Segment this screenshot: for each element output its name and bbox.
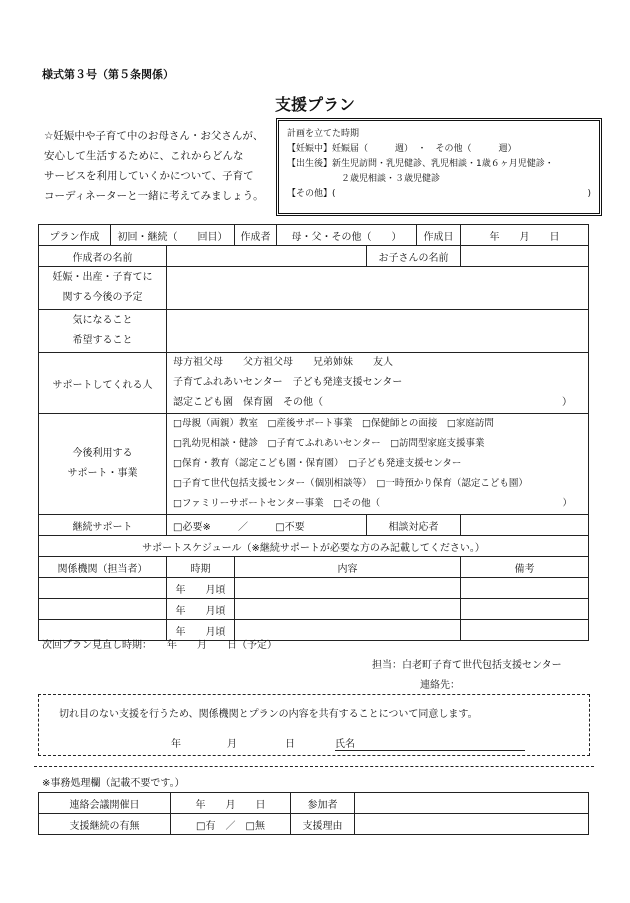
supporters-line: 子育てふれあいセンター 子ども発達支援センター (173, 377, 403, 388)
services-line: □母親（両親）教室 □産後サポート事業 □保健師との面接 □家庭訪問 (173, 418, 494, 429)
office-note: ※事務処理欄（記載不要です。） (42, 778, 185, 789)
counselor-label: 相談対応者 (367, 515, 461, 536)
continued-support-options[interactable] (167, 515, 367, 536)
future-plan-field[interactable] (167, 267, 589, 310)
plan-box-after-birth: 【出生後】新生児訪問・乳児健診、乳児相談・1歳６ヶ月児健診・ (287, 159, 554, 169)
notes-cell[interactable] (461, 578, 589, 599)
plan-box-other (287, 187, 591, 202)
plan-timing-box (276, 118, 602, 216)
next-review-date: 次回プラン見直し時期： 年 月 日（予定） (42, 640, 277, 651)
future-plan-label-1: 妊娠・出産・子育てに (52, 272, 153, 283)
plan-box-after-birth-cont: ２歳児相談・３歳児健診 (341, 174, 441, 184)
intro-line: コーディネーターと一緒に考えてみましょう。 (44, 190, 264, 202)
notes-cell[interactable] (461, 599, 589, 620)
plan-box-other-label: 【その他】( (287, 189, 336, 199)
intro-line: ☆妊娠中や子育て中のお母さん・お父さんが、 (44, 130, 264, 142)
future-plan-label (39, 267, 167, 310)
page-title: 支援プラン (274, 95, 355, 114)
schedule-header: サポートスケジュール（※継続サポートが必要な方のみ記載してください。） (39, 536, 589, 557)
supporters-other-end: ） (562, 397, 572, 408)
author-name-field[interactable] (167, 246, 367, 267)
child-name-field[interactable] (461, 246, 589, 267)
services-line (173, 494, 584, 514)
time-cell[interactable]: 年 月頃 (167, 599, 235, 620)
intro-text (44, 126, 276, 206)
concerns-field[interactable] (167, 310, 589, 353)
supporters-options[interactable] (167, 353, 589, 414)
date-label: 作成日 (417, 225, 461, 246)
concerns-label-2: 希望すること (72, 335, 133, 346)
schedule-col-content: 内容 (235, 557, 461, 578)
date-field[interactable]: 年 月 日 (461, 225, 589, 246)
meeting-date-label: 連絡会議開催日 (39, 793, 171, 814)
services-label-2: サポート・事業 (67, 468, 138, 479)
supporters-line: 母方祖父母 父方祖父母 兄弟姉妹 友人 (173, 357, 393, 368)
cut-line (34, 766, 594, 767)
schedule-row (39, 578, 589, 599)
contact-info: 連絡先： (420, 680, 460, 691)
content-cell[interactable] (235, 578, 461, 599)
services-label (39, 414, 167, 515)
child-name-label: お子さんの名前 (367, 246, 461, 267)
services-line: □子育て世代包括支援センター（個別相談等） □一時預かり保育（認定こども園） (173, 478, 528, 489)
author-label: 作成者 (235, 225, 277, 246)
continue-label: 支援継続の有無 (39, 814, 171, 835)
reason-field[interactable] (355, 814, 589, 835)
author-name-label: 作成者の名前 (39, 246, 167, 267)
supporters-other: 認定こども園 保育園 その他（ (173, 397, 323, 408)
meeting-date-field[interactable]: 年 月 日 (171, 793, 291, 814)
consent-name-label: 氏名 (335, 739, 355, 750)
schedule-col-agency: 関係機関（担当者） (39, 557, 167, 578)
services-checkboxes[interactable] (167, 414, 589, 515)
office-table (38, 792, 589, 835)
notes-cell[interactable] (461, 620, 589, 641)
services-line: □保育・教育（認定こども園・保育園） □子ども発達支援センター (173, 458, 462, 469)
need-checkbox[interactable]: □必要※ (173, 521, 211, 533)
plan-label: プラン作成 (39, 225, 111, 246)
consent-day: 日 (285, 739, 295, 750)
reason-label: 支援理由 (291, 814, 355, 835)
schedule-col-notes: 備考 (461, 557, 589, 578)
continued-support-label: 継続サポート (39, 515, 167, 536)
form-number: 様式第３号（第５条関係） (42, 68, 174, 81)
concerns-label-1: 気になること (72, 315, 133, 326)
contact-person: 担当：白老町子育て世代包括支援センター (372, 660, 562, 671)
plan-box-pregnancy: 【妊娠中】妊娠届（ 週） ・ その他（ 週） (287, 144, 517, 154)
agency-cell[interactable] (39, 599, 167, 620)
services-label-1: 今後利用する (72, 448, 133, 459)
services-line: □乳幼児相談・健診 □子育てふれあいセンター □訪問型家庭支援事業 (173, 438, 485, 449)
counselor-field[interactable] (461, 515, 589, 536)
consent-text: 切れ目のない支援を行うため、関係機関とプランの内容を共有することについて同意します。 (59, 709, 478, 720)
services-other: □ファミリーサポートセンター事業 □その他（ (173, 498, 381, 509)
schedule-row (39, 599, 589, 620)
time-cell[interactable]: 年 月頃 (167, 578, 235, 599)
participants-field[interactable] (355, 793, 589, 814)
no-need-checkbox[interactable]: □不要 (275, 521, 305, 533)
continue-options[interactable]: □有 ／ □無 (171, 814, 291, 835)
consent-box (38, 694, 590, 756)
concerns-label (39, 310, 167, 353)
supporters-line (173, 393, 584, 413)
schedule-col-time: 時期 (167, 557, 235, 578)
supporters-label: サポートしてくれる人 (39, 353, 167, 414)
time-cell[interactable]: 年 月頃 (167, 620, 235, 641)
consent-year: 年 (171, 739, 181, 750)
author-options[interactable]: 母・父・その他（ ） (277, 225, 417, 246)
services-other-end: ） (562, 498, 572, 509)
plan-box-other-end: ) (587, 189, 591, 199)
support-plan-table (38, 224, 589, 641)
content-cell[interactable] (235, 599, 461, 620)
intro-line: 安心して生活するために、これからどんな (44, 150, 244, 162)
plan-count-field[interactable]: 初回・継続（ 回目） (111, 225, 235, 246)
agency-cell[interactable] (39, 578, 167, 599)
consent-month: 月 (227, 739, 237, 750)
intro-line: サービスを利用していくかについて、子育て (44, 170, 254, 182)
future-plan-label-2: 関する今後の予定 (62, 292, 143, 303)
slash: ／ (238, 521, 249, 533)
consent-name-field[interactable] (335, 735, 525, 751)
participants-label: 参加者 (291, 793, 355, 814)
plan-box-title: 計画を立てた時期 (287, 129, 360, 139)
